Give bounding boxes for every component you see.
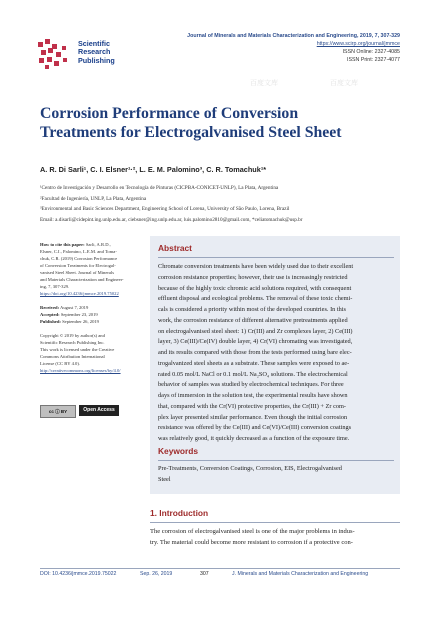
abstract-line: plex layer presented similar performance. Even though the initial corrosion xyxy=(158,413,348,421)
footer-doi: DOI: 10.4236/jmmce.2019.75022 xyxy=(40,571,117,577)
footer-date: Sep. 26, 2019 xyxy=(140,571,173,577)
keywords-text: Pre-Treatments, Conversion Coatings, Corrosion, EIS, Electrogalvanised Steel xyxy=(158,465,342,483)
watermark: 百度文库 xyxy=(330,80,358,87)
publisher-logo-icon xyxy=(36,38,76,72)
abstract-line: was relatively good, it quickly decreased as a function of the exposure time. xyxy=(158,435,350,442)
abstract-line: trogalvanized steel sheets as a substrate. These samples were exposed to ae- xyxy=(158,359,350,367)
keywords-heading: Keywords xyxy=(158,446,199,456)
abstract-line: and its results compared with those from the tests performed using bare elec- xyxy=(158,349,352,356)
watermark: 百度文库 xyxy=(250,80,278,87)
issn-print: ISSN Print: 2327-4077 xyxy=(347,57,400,63)
divider xyxy=(158,257,394,258)
abstract-line: because of the highly toxic chromic acid solutions required, with consequent xyxy=(158,284,352,292)
open-access-badge: Open Access xyxy=(79,405,119,416)
journal-url-link[interactable]: https://www.scirp.org/journal/jmmce xyxy=(316,41,400,47)
citation-sidebar xyxy=(40,241,144,381)
journal-header xyxy=(187,32,400,64)
authors: A. R. Di Sarli¹, C. I. Elsner¹·², L. E. M. Palomino³, C. R. Tomachuk¹* xyxy=(40,165,267,174)
footer-journal: J. Minerals and Materials Characterization and Engineering xyxy=(232,571,369,577)
abstract-line: corrosion resistance properties; however, their use is increasingly restricted xyxy=(158,273,348,281)
article-title: Corrosion Performance of Conversion Treatments for Electrogalvanised Steel Sheet xyxy=(40,105,342,141)
affiliation-3: ³Environmental and Basic Sciences Department, Engineering School of Lorena, University of São Paulo, Lorena, Brazil xyxy=(40,206,290,212)
abstract-line: rated 0.05 mol/L NaCl or 0.1 mol/L Na₂SO₄ solutions. The electrochemical xyxy=(158,370,348,378)
dates: Received: August 7, 2019 Accepted: September 23, 2019 Published: September 26, 2019 xyxy=(40,305,99,324)
issn-online: ISSN Online: 2327-4085 xyxy=(342,49,400,55)
emails: Email: a.disarli@cidepint.ing.unlp.edu.ar, ciebsner@ing.unlp.edu.ar, luis.palomino2810@gmail.com, *celiatomachuk@usp.br xyxy=(40,216,303,223)
introduction-text: The corrosion of electrogalvanised steel is one of the major problems in indus- try. The material could become more resistant to corrosion if a protective con- xyxy=(150,528,355,546)
abstract-line: layer, 3) Ce(III)/Ce(IV) double layer, 4) Cr(VI) chromating was investigated, xyxy=(158,338,353,346)
cc-by-badge[interactable]: cc ⓘ BY xyxy=(40,405,76,418)
license-badges xyxy=(40,405,119,416)
abstract-line: work, the corrosion resistance of different alternative pretreatments applied xyxy=(158,316,348,324)
divider xyxy=(158,460,394,461)
abstract-line: Chromate conversion treatments have been widely used due to their excellent xyxy=(158,263,354,270)
abstract-text xyxy=(158,262,394,445)
divider xyxy=(150,522,400,523)
publisher-name: Scientific Research Publishing xyxy=(78,39,115,65)
abstract-line: resistance was offered by the Ce(III) and Ce(VI)/Ce(III) conversion coatings xyxy=(158,424,352,432)
abstract-line: that, compared with the Cr(VI) protective properties, the Cr(III) + Zr com- xyxy=(158,402,347,410)
affiliations xyxy=(40,183,410,225)
page-number: 307 xyxy=(200,571,209,577)
how-to-cite: How to cite this paper: Sarli, A.R.D., Elsner, C.I., Palomino, L.E.M. and Toma- chuk, C.R. (2019) Corrosion Performance of Conversion Treatments for Electrogal- vanised Steel Sheet. Journal of Minerals and Materials Characterization and Engineer- ing, 7, 307-329. https://doi.org/10.4236/jmmce.2019.75022 xyxy=(40,242,124,296)
abstract-line: days of immersion in the solution test, the experimental results have shown xyxy=(158,392,348,399)
abstract-line: on electrogalvanised steel sheet: 1) Cr(III) and Zr complexes layer, 2) Ce(III) xyxy=(158,327,353,335)
footer-divider xyxy=(40,568,400,569)
abstract-line: cals is considered a priority within most of the developed countries. In this xyxy=(158,306,346,313)
abstract-line: behavior of samples was studied by electrochemical techniques. For three xyxy=(158,381,344,389)
introduction-heading: 1. Introduction xyxy=(150,508,209,518)
affiliation-1: ¹Centro de Investigación y Desarrollo en Tecnología de Pinturas (CICPBA-CONICET-UNLP), La Plata, Argentina xyxy=(40,185,279,191)
license-link[interactable]: http://creativecommons.org/licenses/by/4.0/ xyxy=(40,368,121,373)
abstract-line: effluent disposal and ecological problems. The removal of these toxic chemi- xyxy=(158,295,353,303)
copyright: Copyright © 2019 by author(s) and Scientific Research Publishing Inc. This work is licensed under the Creative Commons Attribution International License (CC BY 4.0). http://creativecommons.org/licenses/by/4.0/ xyxy=(40,333,121,373)
journal-title-line: Journal of Minerals and Materials Characterization and Engineering, 2019, 7, 307-329 xyxy=(187,33,400,39)
abstract-heading: Abstract xyxy=(158,243,192,253)
affiliation-2: ²Facultad de Ingeniería, UNLP, La Plata, Argentina xyxy=(40,195,147,202)
doi-link[interactable]: https://doi.org/10.4236/jmmce.2019.75022 xyxy=(40,291,119,296)
